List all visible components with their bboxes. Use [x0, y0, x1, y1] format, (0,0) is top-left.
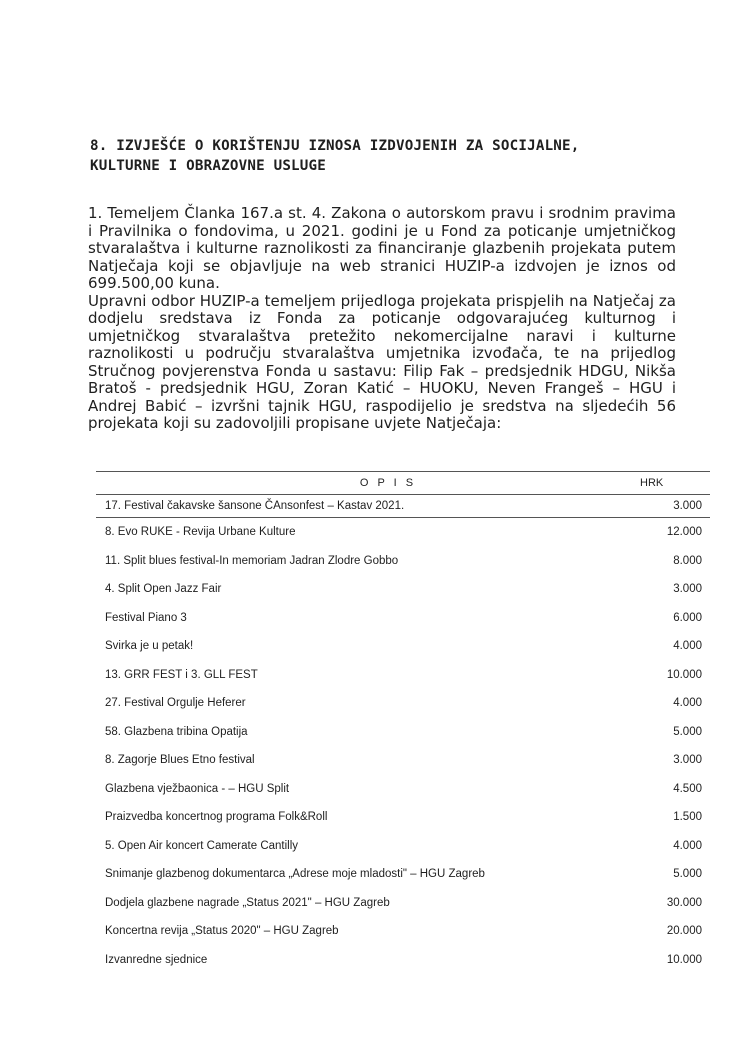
row-description: Festival Piano 3: [105, 611, 187, 624]
row-amount: 6.000: [673, 611, 702, 624]
table-row: [96, 746, 710, 775]
paragraph-2: Upravni odbor HUZIP-a temeljem prijedloga projekata prispjelih na Natječaj za dodjelu sredstava iz Fonda za poticanje odgovarajućeg kulturnog i umjetničkog stvaralaštva pretežito nekomercijalne naravi i kulturne raznolikosti u području stvaralaštva umjetnika izvođača, te na prijedlog Stručnog povjerenstva Fonda u sastavu: Filip Fak – predsjednik HDGU, Nikša Bratoš - predsjednik HGU, Zoran Katić – HUOKU, Neven Frangeš – HGU i Andrej Babić – izvršni tajnik HGU, raspodijelio je sredstva na sljedećih 56 projekata koji su zadovoljili propisane uvjete Natječaja:: [88, 291, 676, 432]
row-description: 8. Evo RUKE - Revija Urbane Kulture: [105, 526, 296, 539]
row-description: Koncertna revija „Status 2020" – HGU Zagreb: [105, 925, 339, 938]
header-description: O P I S: [359, 477, 417, 489]
row-amount: 8.000: [673, 554, 702, 567]
row-description: 17. Festival čakavske šansone ČAnsonfest – Kastav 2021.: [105, 500, 405, 512]
row-description: 27. Festival Orgulje Heferer: [105, 697, 246, 710]
table-row: [96, 604, 710, 633]
table-row: [96, 832, 710, 861]
row-description: Praizvedba koncertnog programa Folk&Roll: [105, 811, 328, 824]
projects-table: [96, 471, 710, 974]
row-amount: 5.000: [673, 868, 702, 881]
row-description: 8. Zagorje Blues Etno festival: [105, 754, 255, 767]
row-description: Izvanredne sjednice: [105, 953, 208, 966]
row-description: 11. Split blues festival-In memoriam Jadran Zlodre Gobbo: [105, 554, 399, 567]
row-amount: 12.000: [666, 526, 702, 539]
row-description: Snimanje glazbenog dokumentarca „Adrese moje mladosti" – HGU Zagreb: [105, 868, 485, 881]
table-row: [96, 495, 710, 517]
table-row: [96, 803, 710, 832]
table-header: [96, 472, 710, 494]
table-row: [96, 889, 710, 918]
row-amount: 4.000: [673, 697, 702, 710]
row-description: 13. GRR FEST i 3. GLL FEST: [105, 668, 258, 681]
row-amount: 1.500: [673, 811, 702, 824]
row-amount: 3.000: [673, 583, 702, 596]
table-row: [96, 632, 710, 661]
row-description: 4. Split Open Jazz Fair: [105, 583, 222, 596]
table-row: [96, 575, 710, 604]
row-description: 5. Open Air koncert Camerate Cantilly: [105, 839, 299, 852]
row-amount: 20.000: [666, 925, 702, 938]
row-amount: 3.000: [673, 500, 702, 512]
table-row: [96, 661, 710, 690]
row-amount: 3.000: [673, 754, 702, 767]
row-amount: 4.000: [673, 640, 702, 653]
table-row: [96, 547, 710, 576]
table-row: [96, 718, 710, 747]
row-description: Glazbena vježbaonica - – HGU Split: [105, 782, 290, 795]
row-description: Svirka je u petak!: [105, 640, 194, 653]
section-heading: [90, 136, 670, 176]
header-amount: HRK: [640, 477, 664, 489]
heading-line-2: KULTURNE I OBRAZOVNE USLUGE: [90, 158, 327, 174]
table-row: [96, 689, 710, 718]
row-amount: 4.500: [673, 782, 702, 795]
table-row: [96, 518, 710, 547]
table-row: [96, 860, 710, 889]
table-row: [96, 946, 710, 975]
row-amount: 10.000: [666, 668, 702, 681]
table-body: [96, 495, 710, 974]
heading-line-1: 8. IZVJEŠĆE O KORIŠTENJU IZNOSA IZDVOJENIH ZA SOCIJALNE,: [90, 138, 580, 154]
row-amount: 4.000: [673, 839, 702, 852]
table-row: [96, 775, 710, 804]
row-description: 58. Glazbena tribina Opatija: [105, 725, 248, 738]
row-amount: 5.000: [673, 725, 702, 738]
row-amount: 30.000: [666, 896, 702, 909]
row-description: Dodjela glazbene nagrade „Status 2021" – HGU Zagreb: [105, 896, 390, 909]
body-text: [88, 205, 676, 433]
table-row: [96, 917, 710, 946]
paragraph-1: 1. Temeljem Članka 167.a st. 4. Zakona o autorskom pravu i srodnim pravima i Pravilnika o fondovima, u 2021. godini je u Fond za poticanje umjetničkog stvaralaštva i kulturne raznolikosti za financiranje glazbenih projekata putem Natječaja koji se objavljuje na web stranici HUZIP-a izdvojen je iznos od 699.500,00 kuna.: [88, 204, 676, 292]
row-amount: 10.000: [666, 953, 702, 966]
